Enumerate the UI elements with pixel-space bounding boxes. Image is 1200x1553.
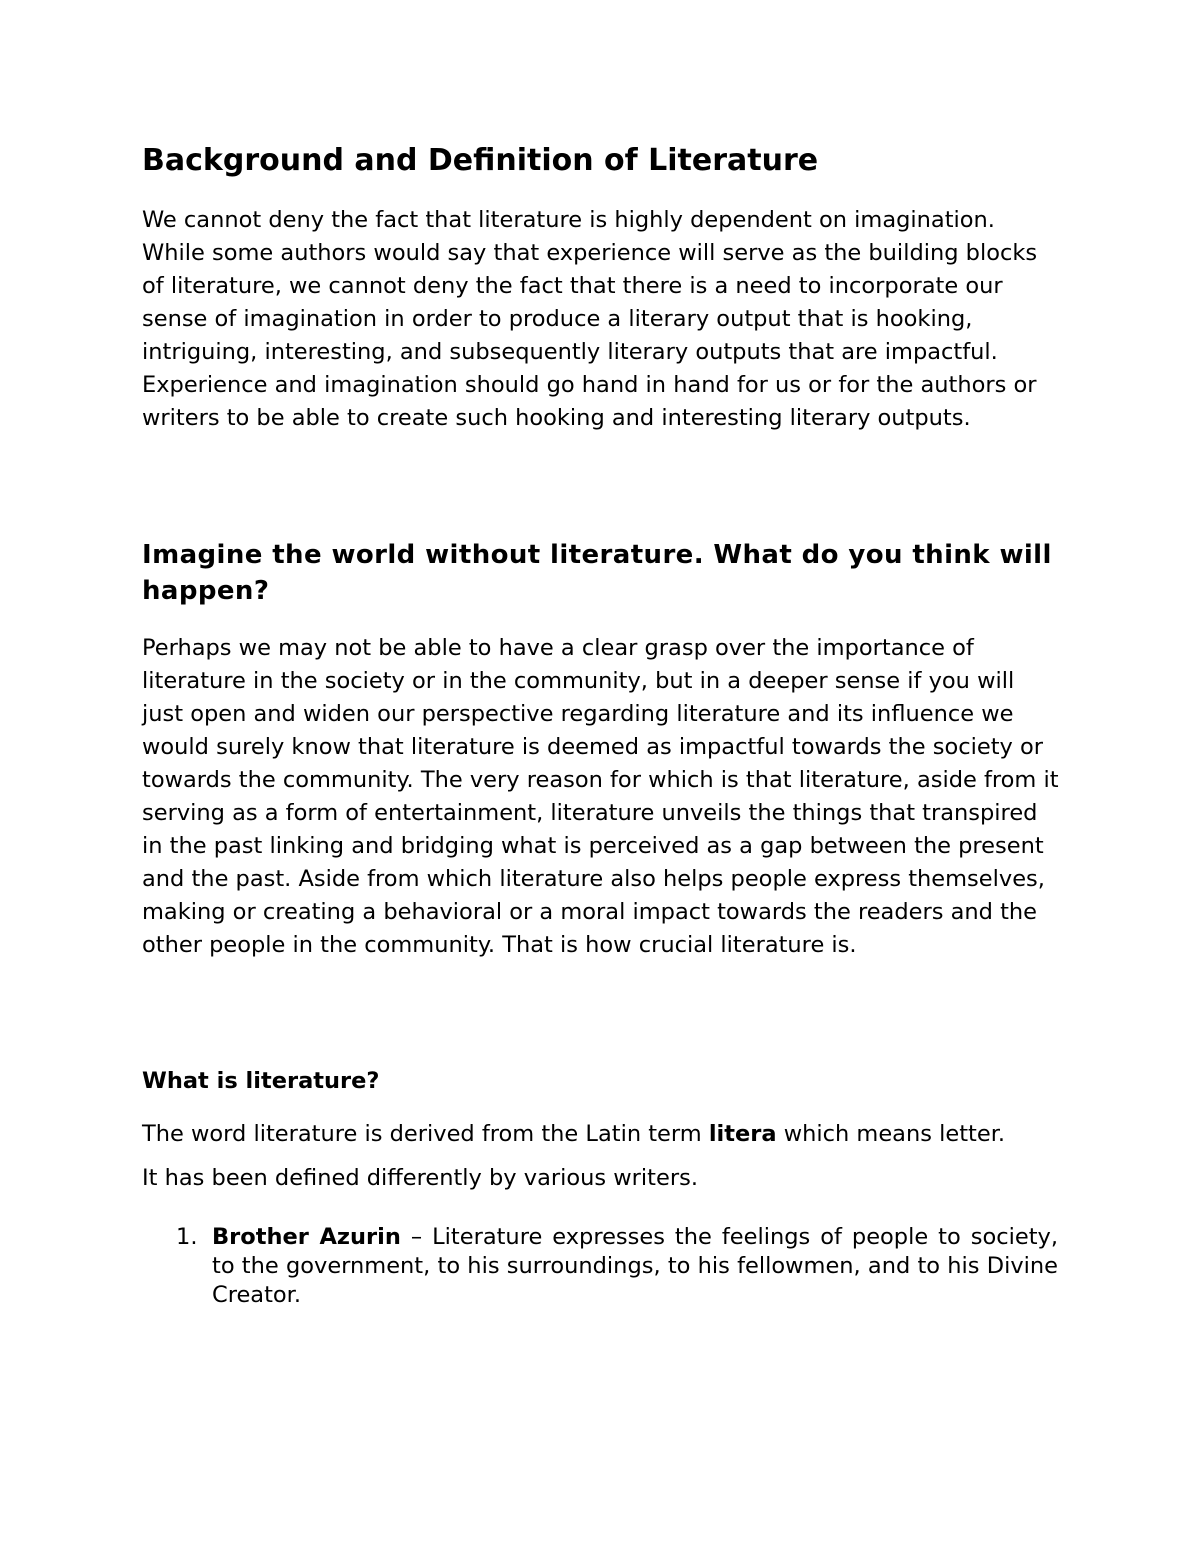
list-item-number: 1. (176, 1224, 198, 1250)
definitions-list (142, 1223, 1058, 1310)
section-heading: Imagine the world without literature. What do you think will happen? (142, 540, 1052, 606)
subheading-what-is-literature: What is literature? (142, 1068, 380, 1094)
document-title: Background and Definition of Literature (142, 143, 819, 178)
derivation-before: The word literature is derived from the Latin term (142, 1121, 709, 1147)
defined-line: It has been defined differently by various writers. (142, 1165, 698, 1191)
derivation-after: which means letter. (776, 1121, 1006, 1147)
derivation-line (142, 1118, 1005, 1151)
intro-paragraph: We cannot deny the fact that literature is highly dependent on imagination. While some authors would say that experience will serve as the building blocks of literature, we cannot deny the fact that there is a need to incorporate our sense of imagination in order to produce a literary output that is hooking, intriguing, interesting, and subsequently literary outputs that are impactful. Experience and imagination should go hand in hand for us or for the authors or writers to be able to create such hooking and interesting literary outputs. (142, 207, 1038, 431)
section-paragraph: Perhaps we may not be able to have a clear grasp over the importance of literature in the society or in the community, but in a deeper sense if you will just open and widen our perspective regarding literature and its influence we would surely know that literature is deemed as impactful towards the society or towards the community. The very reason for which is that literature, aside from it serving as a form of entertainment, literature unveils the things that transpired in the past linking and bridging what is perceived as a gap between the present and the past. Aside from which literature also helps people express themselves, making or creating a behavioral or a moral impact towards the readers and the other people in the community. That is how crucial literature is. (142, 635, 1059, 958)
derivation-term: litera (708, 1121, 777, 1147)
list-item-text: – Literature expresses the feelings of people to society, to the government, to his surroundings, to his fellowmen, and to his Divine Creator. (212, 1224, 1058, 1308)
list-item-author: Brother Azurin (212, 1224, 401, 1250)
list-item (142, 1223, 1058, 1310)
